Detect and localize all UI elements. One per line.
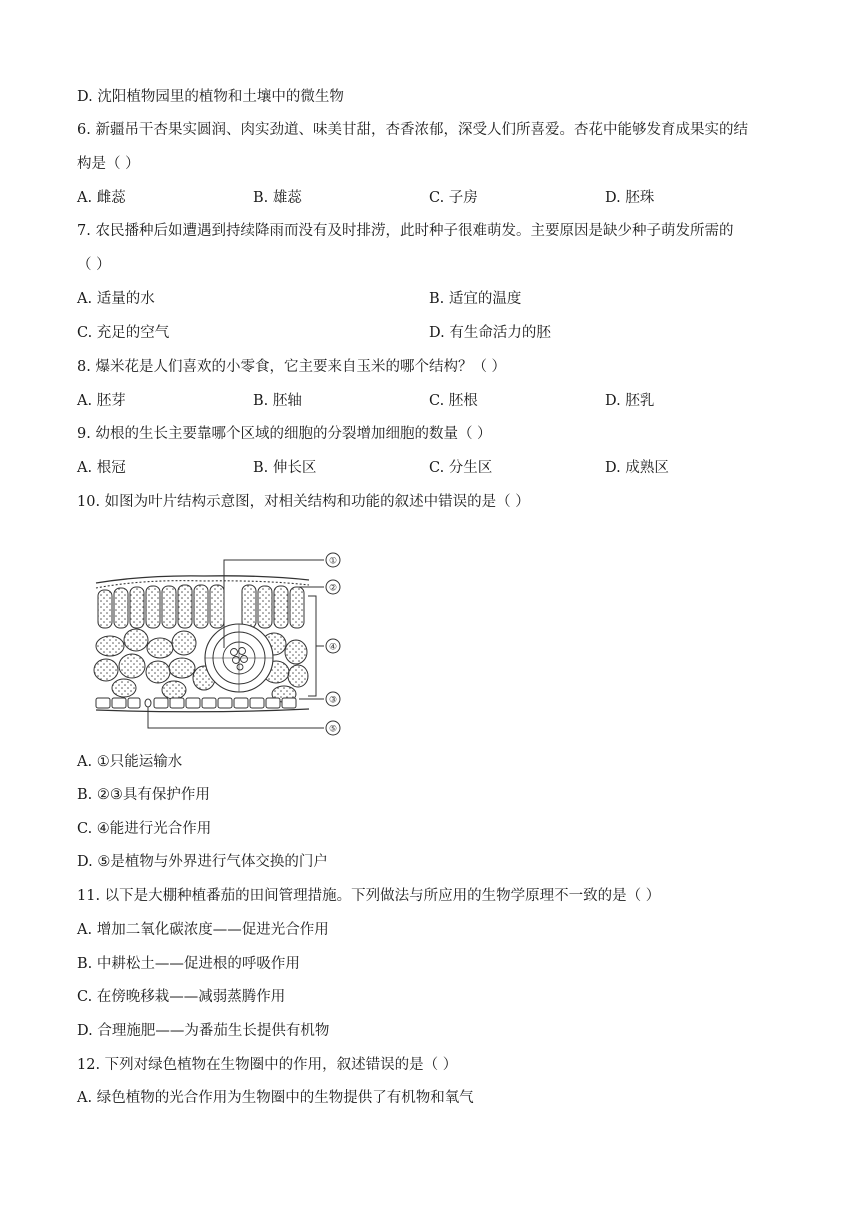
q8-option-d: D. 胚乳 [605,393,655,409]
q11-stem: 11. 以下是大棚种植番茄的田间管理措施。下列做法与所应用的生物学原理不一致的是（ ） [77,888,661,904]
q9-option-b: B. 伸长区 [253,460,317,476]
label-5: ⑤ [328,724,338,735]
q8-option-b: B. 胚轴 [253,393,302,409]
q8-option-a: A. 胚芽 [77,393,126,409]
q9-option-d: D. 成熟区 [605,460,669,476]
q12-option-a: A. 绿色植物的光合作用为生物圈中的生物提供了有机物和氧气 [77,1090,474,1106]
q8-option-c: C. 胚根 [429,393,478,409]
q9-option-c: C. 分生区 [429,460,493,476]
q10-option-b: B. ②③具有保护作用 [77,787,210,803]
q6-option-d: D. 胚珠 [605,190,655,206]
q12-stem: 12. 下列对绿色植物在生物圈中的作用，叙述错误的是（ ） [77,1057,458,1073]
q8-stem: 8. 爆米花是人们喜欢的小零食，它主要来自玉米的哪个结构？（ ） [77,359,507,375]
q6-stem-line1: 6. 新疆吊干杏果实圆润、肉实劲道、味美甘甜，杏香浓郁，深受人们所喜爱。杏花中能够发育成果实的结 [77,122,748,138]
q10-option-a: A. ①只能运输水 [77,754,183,770]
q7-option-c: C. 充足的空气 [77,325,170,341]
q6-option-c: C. 子房 [429,190,478,206]
q11-option-a: A. 增加二氧化碳浓度——促进光合作用 [77,922,329,938]
q10-option-d: D. ⑤是植物与外界进行气体交换的门户 [77,854,328,870]
q6-stem-line2: 构是（ ） [77,156,140,172]
q7-stem-line1: 7. 农民播种后如遭遇到持续降雨而没有及时排涝，此时种子很难萌发。主要原因是缺少种子萌发所需的 [77,223,734,239]
q9-option-a: A. 根冠 [77,460,126,476]
q7-option-b: B. 适宜的温度 [429,291,522,307]
q11-option-b: B. 中耕松土——促进根的呼吸作用 [77,956,300,972]
label-2: ② [328,583,338,594]
q11-option-c: C. 在傍晚移栽——减弱蒸腾作用 [77,989,286,1005]
q9-stem: 9. 幼根的生长主要靠哪个区域的细胞的分裂增加细胞的数量（ ） [77,426,492,442]
label-4: ④ [328,642,338,653]
q7-stem-line2: （ ） [77,257,111,273]
q11-option-d: D. 合理施肥——为番茄生长提供有机物 [77,1023,330,1039]
q7-option-d: D. 有生命活力的胚 [429,325,551,341]
label-1: ① [328,556,338,567]
q6-option-a: A. 雌蕊 [77,190,126,206]
leaf-structure-diagram [84,548,354,740]
q6-option-b: B. 雄蕊 [253,190,302,206]
q10-stem: 10. 如图为叶片结构示意图，对相关结构和功能的叙述中错误的是（ ） [77,494,530,510]
q10-option-c: C. ④能进行光合作用 [77,821,212,837]
label-3: ③ [328,695,338,706]
q5-option-d: D. 沈阳植物园里的植物和土壤中的微生物 [77,89,344,105]
q7-option-a: A. 适量的水 [77,291,155,307]
